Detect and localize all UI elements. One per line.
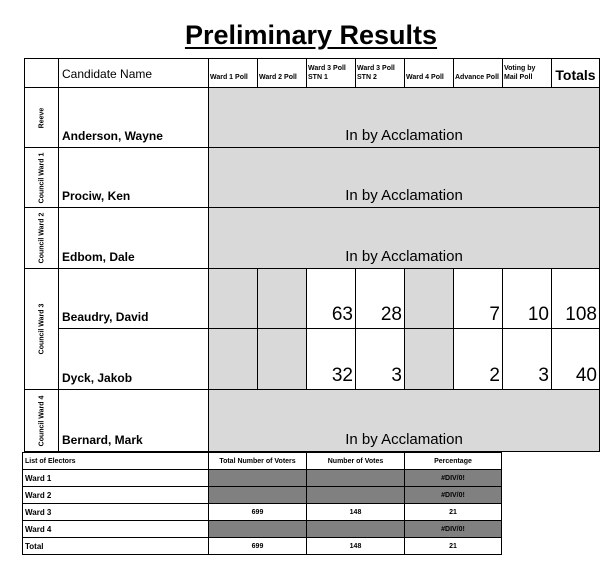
cell-advance-poll: 2 [454, 329, 503, 390]
electors-votes: 148 [307, 538, 405, 555]
electors-row-ward1 [23, 470, 502, 487]
header-ward4-poll: Ward 4 Poll [405, 59, 454, 88]
cell-ward1-poll [209, 329, 258, 390]
electors-percentage: #DIV/0! [405, 470, 502, 487]
candidate-name: Dyck, Jakob [59, 329, 209, 390]
race-row-reeve [25, 88, 600, 148]
cell-ward3-stn1: 63 [307, 269, 356, 329]
header-mail-poll: Voting by Mail Poll [503, 59, 552, 88]
electors-row-ward3 [23, 504, 502, 521]
acclamation-note: In by Acclamation [209, 390, 600, 452]
cell-mail-poll: 3 [503, 329, 552, 390]
ward-label-text: Reeve [38, 107, 45, 128]
header-ward2-poll: Ward 2 Poll [258, 59, 307, 88]
electors-header-row [23, 453, 502, 470]
cell-total: 40 [552, 329, 600, 390]
candidate-name: Edbom, Dale [59, 208, 209, 269]
ward-label-text: Council Ward 3 [38, 303, 45, 355]
race-row-ward4 [25, 390, 600, 452]
results-table [24, 58, 600, 452]
electors-header-votes: Number of Votes [307, 453, 405, 470]
ward-label [25, 208, 59, 269]
electors-total-voters [209, 470, 307, 487]
electors-percentage: 21 [405, 504, 502, 521]
ward-label-text: Council Ward 4 [38, 395, 45, 446]
ward-label [25, 390, 59, 452]
candidate-name: Anderson, Wayne [59, 88, 209, 148]
race-row-ward3-candidate-1 [25, 269, 600, 329]
candidate-name: Prociw, Ken [59, 148, 209, 208]
cell-total: 108 [552, 269, 600, 329]
cell-ward3-stn1: 32 [307, 329, 356, 390]
cell-ward4-poll [405, 269, 454, 329]
cell-advance-poll: 7 [454, 269, 503, 329]
electors-row-label: Ward 4 [23, 521, 209, 538]
header-ward3-stn1: Ward 3 Poll STN 1 [307, 59, 356, 88]
electors-percentage: #DIV/0! [405, 487, 502, 504]
cell-ward2-poll [258, 329, 307, 390]
ward-label [25, 148, 59, 208]
electors-row-total [23, 538, 502, 555]
electors-row-label: Ward 2 [23, 487, 209, 504]
electors-total-voters [209, 487, 307, 504]
page-title: Preliminary Results [184, 20, 438, 50]
electors-total-voters: 699 [209, 504, 307, 521]
electors-header-total-voters: Total Number of Voters [209, 453, 307, 470]
electors-row-label: Ward 3 [23, 504, 209, 521]
ward-label-text: Council Ward 2 [38, 212, 45, 264]
electors-votes: 148 [307, 504, 405, 521]
header-row [25, 59, 600, 88]
header-ward1-poll: Ward 1 Poll [209, 59, 258, 88]
cell-ward3-stn2: 28 [356, 269, 405, 329]
electors-header-percentage: Percentage [405, 453, 502, 470]
race-row-ward3-candidate-2 [25, 329, 600, 390]
header-advance-poll: Advance Poll [454, 59, 503, 88]
header-blank [25, 59, 59, 88]
electors-table [22, 452, 502, 555]
electors-votes [307, 487, 405, 504]
ward-label [25, 88, 59, 148]
acclamation-note: In by Acclamation [209, 148, 600, 208]
cell-ward1-poll [209, 269, 258, 329]
electors-header-label: List of Electors [23, 453, 209, 470]
ward-label [25, 269, 59, 390]
candidate-name: Beaudry, David [59, 269, 209, 329]
acclamation-note: In by Acclamation [209, 88, 600, 148]
cell-ward2-poll [258, 269, 307, 329]
acclamation-note: In by Acclamation [209, 208, 600, 269]
ward-label-text: Council Ward 1 [38, 152, 45, 203]
electors-row-ward2 [23, 487, 502, 504]
cell-mail-poll: 10 [503, 269, 552, 329]
header-totals: Totals [552, 59, 600, 88]
header-ward3-stn2: Ward 3 Poll STN 2 [356, 59, 405, 88]
electors-votes [307, 470, 405, 487]
cell-ward3-stn2: 3 [356, 329, 405, 390]
electors-row-label: Total [23, 538, 209, 555]
electors-total-voters [209, 521, 307, 538]
electors-percentage: #DIV/0! [405, 521, 502, 538]
electors-row-label: Ward 1 [23, 470, 209, 487]
cell-ward4-poll [405, 329, 454, 390]
electors-total-voters: 699 [209, 538, 307, 555]
candidate-name: Bernard, Mark [59, 390, 209, 452]
electors-votes [307, 521, 405, 538]
race-row-ward1 [25, 148, 600, 208]
electors-percentage: 21 [405, 538, 502, 555]
electors-row-ward4 [23, 521, 502, 538]
header-candidate-name: Candidate Name [59, 59, 209, 88]
race-row-ward2 [25, 208, 600, 269]
